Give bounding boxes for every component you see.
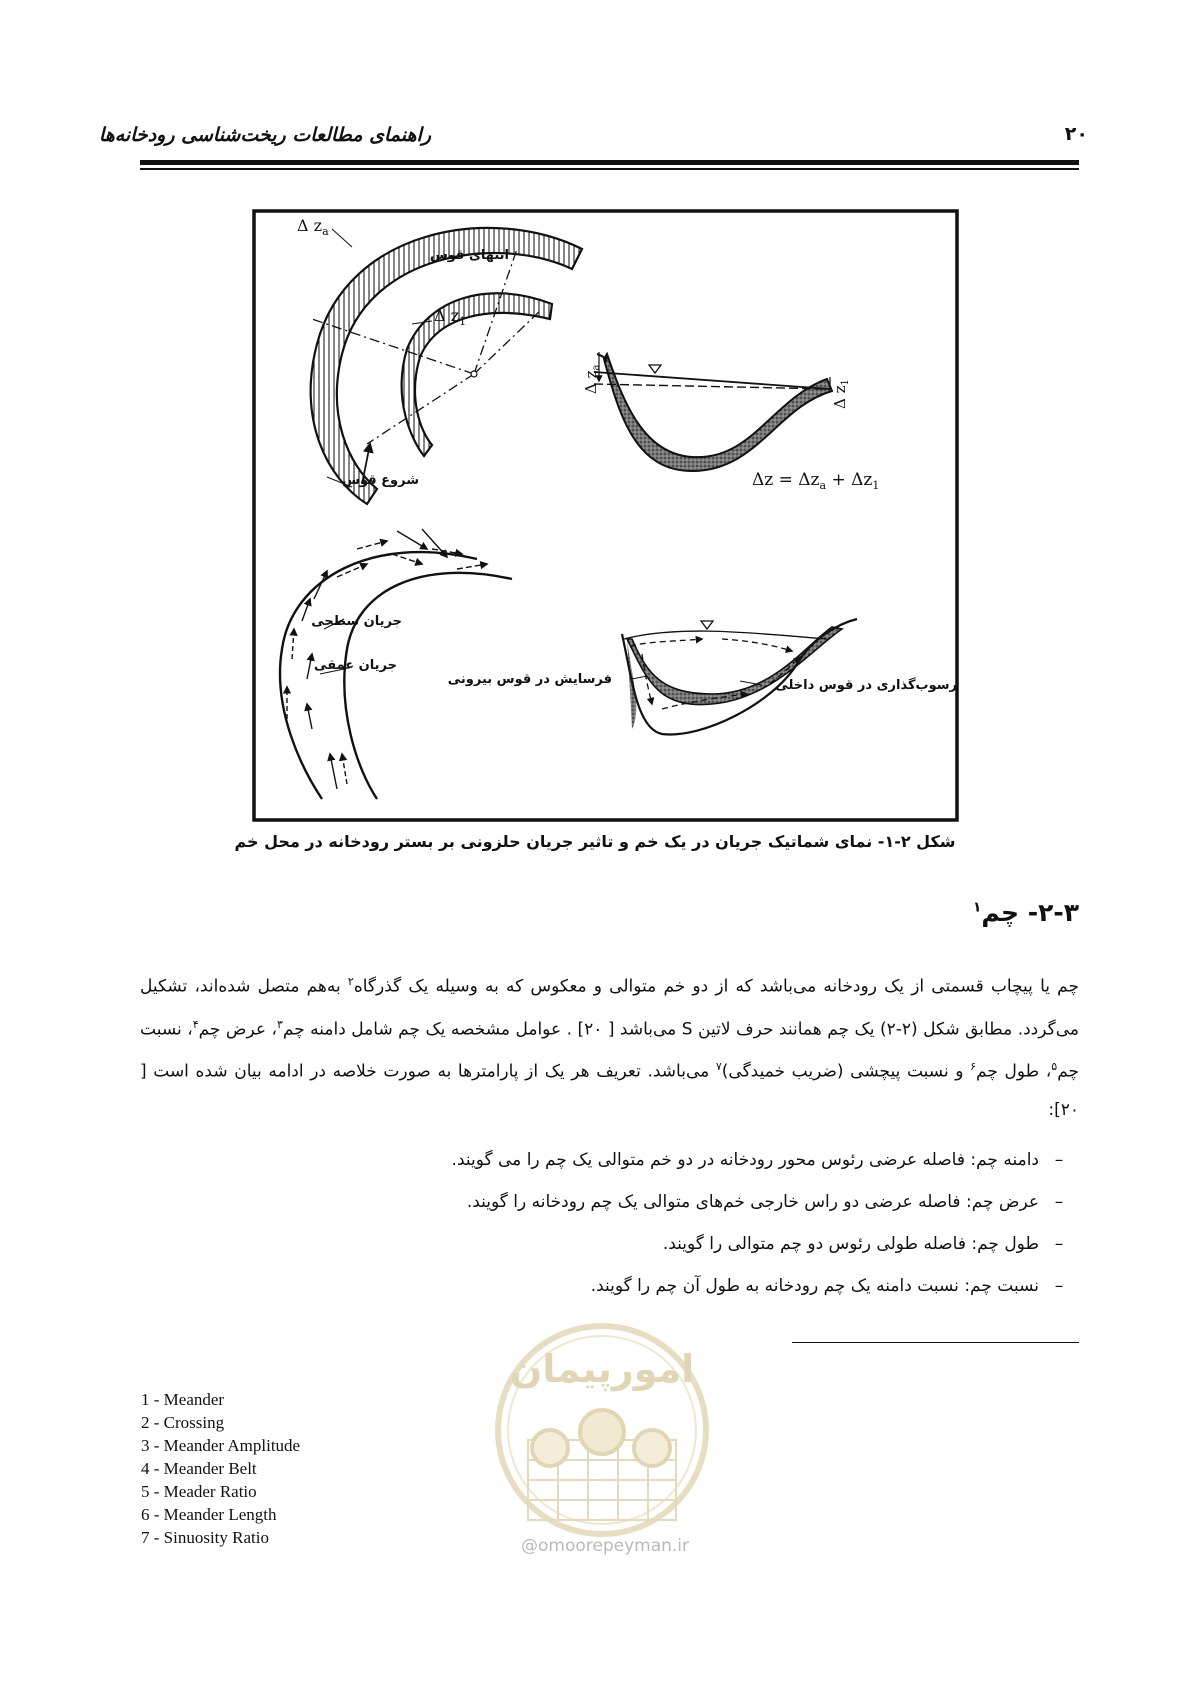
- footnote-item: 3 - Meander Amplitude: [141, 1436, 301, 1455]
- footnote-rule: [792, 1342, 1079, 1343]
- footnote-item: 2 - Crossing: [141, 1413, 225, 1432]
- svg-text:امورپیمان: امورپیمان: [509, 1347, 695, 1391]
- label-inner-deposition: رسوب‌گذاری در قوس داخلی: [775, 678, 957, 693]
- watermark-site: @omoorepeyman.ir: [520, 1536, 690, 1556]
- label-dz-i-top: Δ $z_1$: [434, 306, 467, 328]
- label-arc-start: شروع قوس: [342, 473, 419, 488]
- running-title: راهنمای مطالعات ریخت‌شناسی رودخانه‌ها: [98, 124, 431, 146]
- footnotes: [141, 1388, 300, 1549]
- figure-caption: شکل ۲-۱- نمای شماتیک جریان در یک خم و تاثیر جریان حلزونی بر بستر رودخانه در محل خم: [234, 832, 956, 851]
- label-dz-a-side: Δ $z_a$: [582, 364, 602, 394]
- label-surface-flow: جریان سطحی: [311, 614, 402, 629]
- bullet-dash: –: [1054, 1192, 1064, 1212]
- header-rule-thick: [140, 160, 1079, 165]
- label-dz-i-side: Δ $z_1$: [831, 379, 851, 409]
- list-item: –طول چم: فاصله طولی رئوس دو چم متوالی را گویند.: [379, 1223, 1079, 1265]
- figure-meander-flow: [252, 209, 959, 822]
- list-item: –دامنه چم: فاصله عرضی رئوس محور رودخانه در دو خم متوالی یک چم را می گویند.: [379, 1139, 1079, 1181]
- bullet-dash: –: [1054, 1276, 1064, 1296]
- body-paragraph: چم یا پیچاب قسمتی از یک رودخانه می‌باشد که از دو خم متوالی و معکوس که به وسیله یک گذرگاه$^۲$ به‌هم متصل شده‌اند، تشکیل می‌گردد. مطابق شکل (۲-۲) یک چم همانند حرف لاتین S می‌باشد [ ۲۰] . عوامل مشخصه یک چم شامل دامنه چم$^۳$، عرض چم$^۴$، نسبت چم$^۵$، طول چم$^۶$ و نسبت پیچشی (ضریب خمیدگی)$^۷$ می‌باشد. تعریف هر یک از پارامترها به صورت خلاصه در ادامه بیان شده است [ ۲۰]:: [140, 975, 1080, 1120]
- list-item: –نسبت چم: نسبت دامنه یک چم رودخانه به طول آن چم را گویند.: [379, 1265, 1079, 1307]
- footnote-item: 1 - Meander: [141, 1390, 225, 1409]
- header-rule-thin: [140, 168, 1079, 170]
- label-outer-erosion: فرسایش در قوس بیرونی: [447, 672, 612, 687]
- footnote-item: 5 - Meader Ratio: [141, 1482, 257, 1501]
- label-dz-a-top: Δ $z_a$: [297, 216, 329, 238]
- section-heading: ۲-۳- چم$^۱$: [972, 898, 1079, 927]
- bullet-dash: –: [1054, 1150, 1064, 1170]
- footnote-item: 6 - Meander Length: [141, 1505, 277, 1524]
- page-number: ۲۰: [1064, 123, 1088, 145]
- label-deep-flow: جریان عمقی: [314, 658, 397, 673]
- list-item: –عرض چم: فاصله عرضی دو راس خارجی خم‌های متوالی یک چم رودخانه را گویند.: [379, 1181, 1079, 1223]
- definition-list: [379, 1139, 1079, 1307]
- bullet-dash: –: [1054, 1234, 1064, 1254]
- watermark-logo: [488, 1320, 716, 1560]
- label-arc-end: انتهای قوس: [429, 248, 509, 263]
- footnote-item: 7 - Sinuosity Ratio: [141, 1528, 269, 1547]
- label-formula: $\Delta z = \Delta z_a + \Delta z_1$: [752, 470, 880, 492]
- footnote-item: 4 - Meander Belt: [141, 1459, 257, 1478]
